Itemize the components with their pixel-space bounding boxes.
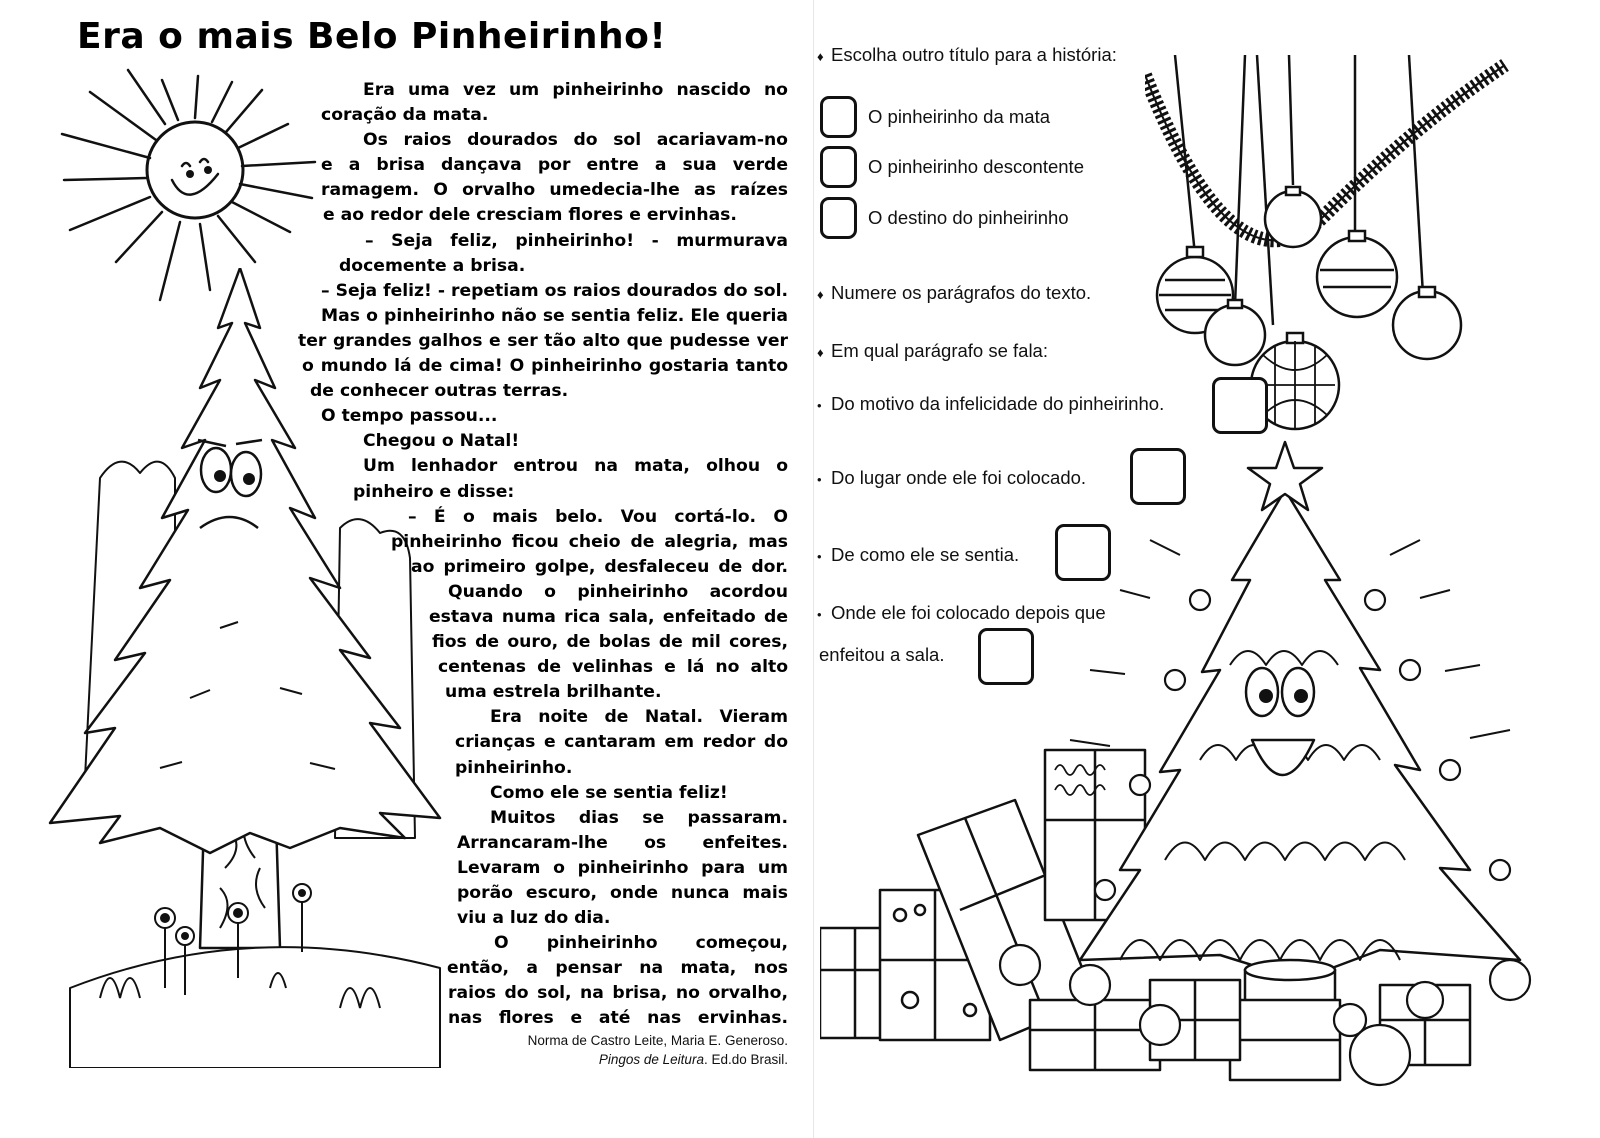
- bullet-icon: •: [817, 471, 822, 487]
- question-3: [817, 340, 1048, 362]
- story-line: estava numa rica sala, enfeitado de: [429, 606, 788, 627]
- story-line: ramagem. O orvalho umedecia-lhe as raízes: [321, 180, 788, 201]
- story-line: O tempo passou...: [321, 406, 498, 427]
- bullet-icon: ♦: [817, 48, 824, 64]
- story-line: Levaram o pinheirinho para um: [457, 857, 788, 878]
- bullet-icon: ♦: [817, 286, 824, 302]
- story-credit: [450, 1031, 788, 1069]
- credit-publisher: . Ed.do Brasil.: [703, 1052, 788, 1067]
- option-3-label: O destino do pinheirinho: [868, 207, 1069, 228]
- answer-box-option-3[interactable]: [820, 197, 857, 239]
- story-line: – Seja feliz, pinheirinho! - murmurava: [365, 230, 788, 251]
- story-line: – É o mais belo. Vou cortá-lo. O: [408, 506, 788, 527]
- story-line: Um lenhador entrou na mata, olhou o: [363, 456, 788, 477]
- story-line: nas flores e até nas ervinhas.: [448, 1008, 788, 1029]
- story-line: Os raios dourados do sol acariavam-no: [363, 130, 788, 151]
- exercise-page: [800, 0, 1600, 1138]
- story-line: Como ele se sentia feliz!: [490, 782, 728, 803]
- question-3-item-1: • Do motivo da infelicidade do pinheirinho.: [817, 393, 1165, 414]
- credit-authors: Norma de Castro Leite, Maria E. Generoso.: [527, 1033, 788, 1048]
- question-1: [817, 44, 1117, 66]
- bullet-icon: ♦: [817, 344, 824, 360]
- story-line: pinheirinho ficou cheio de alegria, mas: [391, 531, 788, 552]
- story-line: centenas de velinhas e lá no alto: [438, 657, 788, 678]
- story-line: ao primeiro golpe, desfaleceu de dor.: [411, 556, 788, 577]
- story-line: uma estrela brilhante.: [445, 682, 662, 703]
- story-line: Arrancaram-lhe os enfeites.: [457, 832, 788, 853]
- bullet-icon: •: [817, 397, 822, 413]
- answer-box-item-4[interactable]: [978, 628, 1034, 685]
- question-3-item-3: • De como ele se sentia.: [817, 544, 1020, 565]
- story-line: viu a luz do dia.: [457, 908, 611, 929]
- option-1-label: O pinheirinho da mata: [868, 106, 1051, 127]
- story-line: Chegou o Natal!: [363, 431, 520, 452]
- question-3-text: Em qual parágrafo se fala:: [831, 340, 1048, 361]
- story-line: de conhecer outras terras.: [310, 381, 569, 402]
- story-line: O pinheirinho começou,: [494, 933, 788, 954]
- story-line: – Seja feliz! - repetiam os raios dourados do sol.: [321, 280, 788, 301]
- story-line: coração da mata.: [321, 105, 489, 126]
- story-line: então, a pensar na mata, nos: [447, 958, 788, 979]
- credit-book: Pingos de Leitura: [598, 1052, 704, 1067]
- story-line: o mundo lá de cima! O pinheirinho gostaria tanto: [302, 356, 788, 377]
- story-line: ter grandes galhos e ser tão alto que pudesse ver: [298, 330, 788, 351]
- story-line: pinheirinho.: [455, 757, 573, 778]
- story-line: pinheiro e disse:: [353, 481, 515, 502]
- bullet-icon: •: [817, 548, 822, 564]
- story-line: docemente a brisa.: [339, 255, 526, 276]
- answer-box-item-2[interactable]: [1130, 448, 1186, 505]
- story-line: porão escuro, onde nunca mais: [457, 883, 788, 903]
- question-3-item-2: • Do lugar onde ele foi colocado.: [817, 467, 1087, 488]
- ornaments-illustration: [1145, 55, 1525, 455]
- story-line: Era uma vez um pinheirinho nascido no: [363, 80, 788, 100]
- story-line: raios do sol, na brisa, no orvalho,: [448, 983, 788, 1004]
- option-2-label: O pinheirinho descontente: [868, 156, 1084, 177]
- story-line: crianças e cantaram em redor do: [455, 732, 788, 753]
- story-line: Mas o pinheirinho não se sentia feliz. Ele queria: [321, 305, 788, 326]
- question-2-text: Numere os parágrafos do texto.: [831, 282, 1092, 303]
- story-line: Era noite de Natal. Vieram: [490, 707, 788, 728]
- story-line: e a brisa dançava por entre a sua verde: [321, 155, 788, 176]
- story-line: fios de ouro, de bolas de mil cores,: [432, 632, 788, 653]
- answer-box-option-2[interactable]: [820, 146, 857, 188]
- answer-box-item-1[interactable]: [1212, 377, 1268, 434]
- story-line: Muitos dias se passaram.: [490, 807, 788, 828]
- bullet-icon: •: [817, 606, 822, 622]
- christmas-tree-illustration: [820, 440, 1580, 1090]
- question-3-item-4-continued: enfeitou a sala.: [819, 644, 945, 665]
- question-1-text: Escolha outro título para a história:: [831, 44, 1117, 65]
- answer-box-item-3[interactable]: [1055, 524, 1111, 581]
- answer-box-option-1[interactable]: [820, 96, 857, 138]
- question-2: [817, 282, 1091, 304]
- story-line: e ao redor dele cresciam flores e ervinhas.: [323, 205, 737, 226]
- story-title: Era o mais Belo Pinheirinho!: [77, 16, 667, 57]
- question-3-item-4: • Onde ele foi colocado depois que: [817, 602, 1106, 623]
- story-line: Quando o pinheirinho acordou: [448, 581, 788, 602]
- story-text: [290, 78, 788, 1032]
